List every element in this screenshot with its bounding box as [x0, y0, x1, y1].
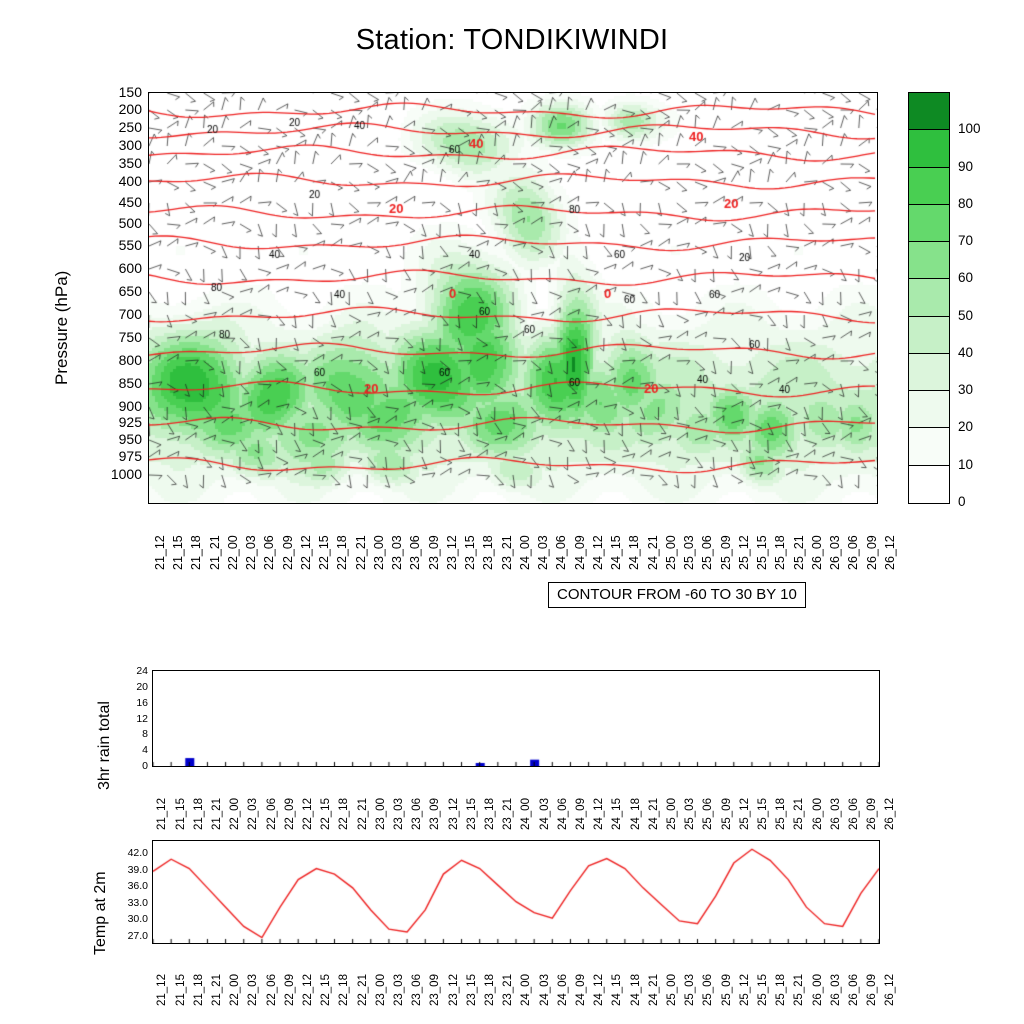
time-tick-label: 23_18 [483, 974, 496, 1006]
pressure-tick-label: 900 [118, 398, 142, 414]
time-tick-label: 22_21 [353, 535, 368, 570]
colorbar-swatch [909, 466, 949, 503]
pressure-tick-label: 350 [118, 155, 142, 171]
rain-plot [152, 670, 880, 767]
time-tick-label: 21_12 [152, 535, 167, 570]
time-tick-label: 22_21 [356, 798, 369, 830]
colorbar-swatch [909, 279, 949, 316]
colorbar-swatch [909, 354, 949, 391]
time-tick-label: 22_09 [283, 974, 296, 1006]
rain-axis-label: 3hr rain total [96, 701, 113, 790]
cross-section-plot [148, 92, 878, 504]
temp-tick-label: 39.0 [127, 863, 148, 876]
time-tick-label: 23_06 [411, 798, 424, 830]
time-tick-label: 26_09 [866, 798, 879, 830]
colorbar-tick-label: 50 [958, 307, 974, 323]
time-tick-label: 22_12 [301, 798, 314, 830]
colorbar-swatch [909, 205, 949, 242]
time-tick-label: 26_06 [847, 974, 860, 1006]
time-tick-label: 25_12 [738, 798, 751, 830]
rain-tick-label: 0 [142, 760, 148, 772]
time-tick-label: 24_00 [517, 535, 532, 570]
pressure-tick-label: 500 [118, 215, 142, 231]
time-tick-label: 23_09 [426, 535, 441, 570]
time-tick-label: 23_21 [499, 535, 514, 570]
pressure-tick-label: 925 [118, 414, 142, 430]
time-tick-label: 21_15 [171, 535, 185, 570]
time-tick-label: 26_12 [882, 535, 897, 570]
pressure-tick-label: 150 [118, 84, 142, 100]
page-title: Station: TONDIKIWINDI [355, 24, 669, 56]
time-tick-label: 25_12 [736, 535, 751, 570]
time-tick-label: 24_15 [609, 535, 623, 570]
temp-tick-label: 33.0 [127, 896, 148, 909]
pressure-tick-label: 650 [118, 283, 142, 299]
colorbar-tick-label: 10 [958, 456, 974, 472]
temp-tick-label: 27.0 [127, 929, 148, 942]
time-tick-label: 25_15 [756, 974, 769, 1006]
pressure-tick-label: 800 [118, 352, 142, 368]
time-tick-label: 26_03 [828, 535, 842, 570]
temp-tick-labels [100, 840, 148, 944]
time-tick-label: 21_18 [192, 798, 205, 830]
rain-canvas [153, 671, 879, 766]
pressure-tick-label: 975 [118, 448, 142, 464]
time-tick-label: 26_00 [809, 535, 824, 570]
time-tick-label: 24_09 [574, 798, 587, 830]
time-tick-label: 26_09 [866, 974, 879, 1006]
pressure-tick-label: 300 [118, 137, 142, 153]
time-tick-label: 25_06 [700, 535, 715, 570]
rain-tick-label: 4 [142, 744, 148, 757]
time-tick-label: 25_15 [755, 535, 769, 570]
time-tick-label: 22_06 [262, 535, 277, 570]
time-tick-label: 23_18 [483, 798, 496, 830]
colorbar-swatch [909, 242, 949, 279]
time-tick-label: 23_12 [447, 974, 460, 1006]
time-tick-label: 23_00 [374, 798, 387, 830]
cross-section-canvas [149, 93, 877, 503]
time-tick-label: 21_12 [156, 974, 169, 1006]
time-tick-label: 26_09 [864, 535, 879, 570]
colorbar-tick-label: 60 [958, 270, 974, 286]
colorbar-tick-label: 100 [958, 121, 981, 137]
time-tick-label: 21_21 [207, 535, 222, 570]
temp-tick-label: 42.0 [127, 847, 148, 860]
time-tick-label: 23_06 [408, 535, 423, 570]
time-tick-label: 25_03 [684, 974, 697, 1006]
time-tick-label: 21_21 [210, 798, 223, 830]
time-tick-label: 25_09 [718, 535, 733, 570]
time-tick-label: 25_12 [738, 974, 751, 1006]
time-tick-label: 24_09 [572, 535, 587, 570]
time-tick-label: 22_15 [320, 798, 333, 830]
time-tick-label: 23_15 [463, 535, 477, 570]
time-tick-label: 23_21 [502, 974, 515, 1006]
temp-canvas [153, 841, 879, 943]
time-tick-label: 23_18 [481, 535, 496, 570]
time-tick-label: 21_15 [174, 974, 187, 1006]
time-tick-label: 26_00 [811, 798, 824, 830]
time-tick-label: 22_12 [301, 974, 314, 1006]
time-tick-label: 25_09 [720, 974, 733, 1006]
time-tick-label: 25_21 [793, 798, 806, 830]
time-tick-label: 25_21 [793, 974, 806, 1006]
time-tick-label: 22_09 [280, 535, 295, 570]
time-tick-label: 24_03 [536, 535, 550, 570]
pressure-tick-label: 600 [118, 260, 142, 276]
colorbar-tick-label: 30 [958, 382, 974, 398]
time-tick-label: 21_15 [174, 798, 187, 830]
colorbar-swatch [909, 391, 949, 428]
time-tick-label: 23_12 [444, 535, 459, 570]
time-tick-label: 23_03 [392, 974, 405, 1006]
time-tick-label: 24_21 [645, 535, 660, 570]
time-tick-label: 22_09 [283, 798, 296, 830]
rain-tick-label: 8 [142, 728, 148, 741]
time-tick-label: 21_18 [192, 974, 205, 1006]
time-tick-label: 24_12 [593, 798, 606, 830]
time-tick-label: 22_21 [356, 974, 369, 1006]
time-tick-label: 25_15 [756, 798, 769, 830]
temp-tick-label: 30.0 [127, 913, 148, 926]
pressure-tick-label: 400 [118, 173, 142, 189]
time-tick-label: 24_12 [590, 535, 605, 570]
time-tick-label: 23_03 [392, 798, 405, 830]
time-tick-label: 25_06 [702, 974, 715, 1006]
pressure-tick-label: 750 [118, 329, 142, 345]
colorbar-tick-label: 90 [958, 158, 974, 174]
pressure-tick-label: 1000 [110, 466, 142, 482]
time-tick-label: 26_12 [884, 798, 897, 830]
colorbar [908, 92, 950, 504]
pressure-tick-label: 200 [118, 101, 142, 117]
colorbar-swatch [909, 428, 949, 465]
time-tick-label: 25_09 [720, 798, 733, 830]
time-tick-label: 23_00 [374, 974, 387, 1006]
time-tick-label: 23_09 [429, 798, 442, 830]
pressure-tick-label: 950 [118, 431, 142, 447]
time-tick-label: 24_06 [554, 535, 569, 570]
time-tick-label: 25_18 [775, 798, 788, 830]
time-tick-label: 22_00 [225, 535, 240, 570]
time-tick-label: 24_15 [611, 798, 624, 830]
rain-tick-labels [104, 665, 148, 772]
time-tick-label: 26_03 [829, 798, 842, 830]
time-tick-label: 22_00 [229, 798, 242, 830]
time-tick-label: 24_15 [611, 974, 624, 1006]
time-tick-label: 25_21 [791, 535, 806, 570]
time-tick-label: 22_00 [229, 974, 242, 1006]
time-tick-label: 23_15 [465, 974, 478, 1006]
time-tick-label: 24_18 [627, 535, 642, 570]
temp-axis-label: Temp at 2m [92, 871, 109, 955]
time-tick-label: 25_03 [684, 798, 697, 830]
time-tick-label: 22_06 [265, 974, 278, 1006]
time-tick-label: 25_03 [682, 535, 696, 570]
time-tick-label: 25_18 [773, 535, 788, 570]
rain-tick-label: 20 [136, 680, 148, 693]
time-tick-label: 21_12 [156, 798, 169, 830]
time-tick-label: 23_12 [447, 798, 460, 830]
time-tick-label: 23_09 [429, 974, 442, 1006]
time-tick-label: 22_18 [335, 535, 350, 570]
pressure-tick-label: 250 [118, 119, 142, 135]
temp-plot [152, 840, 880, 944]
colorbar-swatch [909, 93, 949, 130]
time-tick-label: 22_18 [338, 798, 351, 830]
time-tick-label: 24_18 [629, 798, 642, 830]
colorbar-tick-label: 80 [958, 195, 974, 211]
time-tick-label: 23_06 [411, 974, 424, 1006]
temp-tick-label: 36.0 [127, 880, 148, 893]
time-tick-label: 26_12 [884, 974, 897, 1006]
time-tick-label: 25_06 [702, 798, 715, 830]
time-tick-label: 23_21 [502, 798, 515, 830]
time-tick-label: 26_03 [829, 974, 842, 1006]
colorbar-tick-label: 70 [958, 233, 974, 249]
time-tick-label: 22_12 [298, 535, 313, 570]
main-time-tick-labels [148, 512, 897, 580]
time-tick-label: 25_00 [663, 535, 678, 570]
time-tick-label: 24_06 [556, 798, 569, 830]
pressure-tick-label: 450 [118, 194, 142, 210]
time-tick-label: 25_00 [665, 798, 678, 830]
time-tick-label: 24_21 [647, 798, 660, 830]
pressure-tick-label: 700 [118, 306, 142, 322]
colorbar-tick-label: 20 [958, 419, 974, 435]
time-tick-label: 24_21 [647, 974, 660, 1006]
time-tick-label: 24_18 [629, 974, 642, 1006]
time-tick-label: 22_03 [247, 798, 260, 830]
pressure-tick-label: 550 [118, 237, 142, 253]
colorbar-tick-label: 0 [958, 494, 966, 509]
time-tick-label: 25_18 [775, 974, 788, 1006]
time-tick-label: 22_15 [320, 974, 333, 1006]
time-tick-label: 24_00 [520, 974, 533, 1006]
colorbar-swatch [909, 317, 949, 354]
time-tick-label: 24_12 [593, 974, 606, 1006]
time-tick-label: 21_21 [210, 974, 223, 1006]
time-tick-label: 23_00 [371, 535, 386, 570]
time-tick-label: 22_06 [265, 798, 278, 830]
time-tick-label: 22_03 [247, 974, 260, 1006]
colorbar-swatch [909, 168, 949, 205]
time-tick-label: 24_09 [574, 974, 587, 1006]
time-tick-label: 22_18 [338, 974, 351, 1006]
temp-time-tick-labels [152, 948, 897, 1006]
rain-tick-label: 16 [136, 696, 148, 709]
time-tick-label: 24_00 [520, 798, 533, 830]
time-tick-label: 22_03 [244, 535, 258, 570]
rain-time-tick-labels [152, 772, 897, 830]
time-tick-label: 21_18 [189, 535, 204, 570]
time-tick-label: 23_15 [465, 798, 478, 830]
time-tick-label: 23_03 [390, 535, 404, 570]
pressure-tick-labels [96, 84, 142, 504]
rain-tick-label: 24 [136, 665, 148, 677]
pressure-tick-label: 850 [118, 375, 142, 391]
colorbar-tick-labels [958, 92, 1018, 509]
time-tick-label: 24_03 [538, 798, 551, 830]
time-tick-label: 25_00 [665, 974, 678, 1006]
time-tick-label: 26_06 [847, 798, 860, 830]
time-tick-label: 26_06 [846, 535, 861, 570]
time-tick-label: 24_06 [556, 974, 569, 1006]
contour-note: CONTOUR FROM -60 TO 30 BY 10 [548, 582, 806, 608]
pressure-axis-label: Pressure (hPa) [52, 270, 71, 385]
rain-tick-label: 12 [136, 712, 148, 725]
colorbar-tick-label: 40 [958, 344, 974, 360]
time-tick-label: 24_03 [538, 974, 551, 1006]
time-tick-label: 22_15 [317, 535, 331, 570]
colorbar-swatch [909, 130, 949, 167]
time-tick-label: 26_00 [811, 974, 824, 1006]
